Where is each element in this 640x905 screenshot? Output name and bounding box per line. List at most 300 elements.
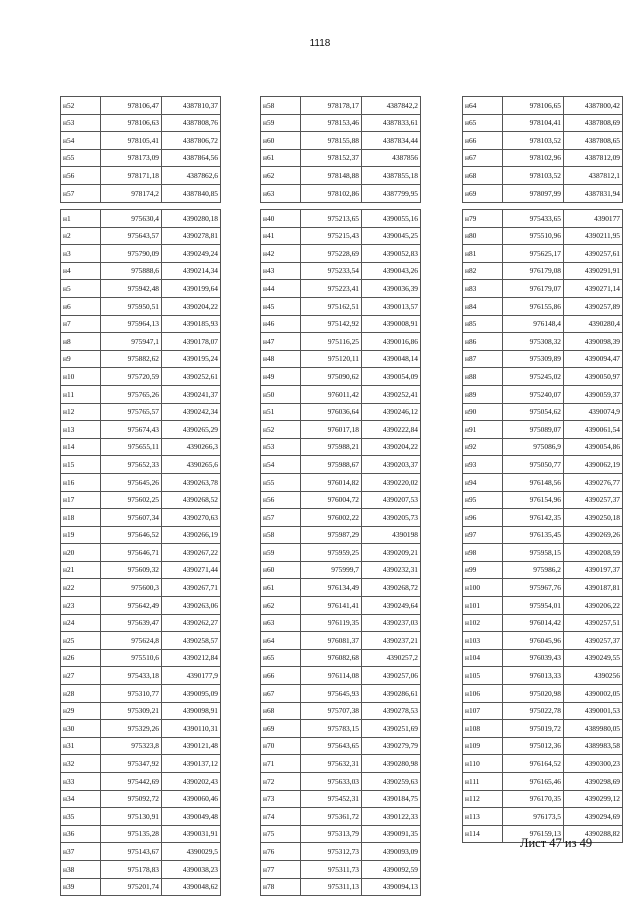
y-coordinate-cell: 4390249,24 — [162, 245, 221, 263]
point-label-cell: н72 — [261, 773, 301, 791]
y-coordinate-cell: 4390061,54 — [564, 421, 623, 439]
x-coordinate-cell: 975609,32 — [101, 561, 162, 579]
x-coordinate-cell: 975600,3 — [101, 579, 162, 597]
y-coordinate-cell: 4387799,95 — [362, 184, 421, 202]
table-row — [61, 368, 221, 386]
x-coordinate-cell: 975452,31 — [301, 790, 362, 808]
x-coordinate-cell: 975311,73 — [301, 860, 362, 878]
x-coordinate-cell: 975643,65 — [301, 737, 362, 755]
y-coordinate-cell: 4390249,55 — [564, 649, 623, 667]
x-coordinate-cell: 975309,21 — [101, 702, 162, 720]
y-coordinate-cell: 4390265,6 — [162, 456, 221, 474]
point-label-cell: н60 — [261, 561, 301, 579]
point-label-cell: н78 — [261, 878, 301, 896]
x-coordinate-cell: 976045,96 — [503, 632, 564, 650]
point-label-cell: н57 — [261, 509, 301, 527]
y-coordinate-cell: 4390094,13 — [362, 878, 421, 896]
y-coordinate-cell: 4390286,61 — [362, 685, 421, 703]
table-row — [61, 385, 221, 403]
table-row — [61, 210, 221, 228]
point-label-cell: н65 — [261, 649, 301, 667]
coordinate-table-top-right — [462, 96, 623, 203]
table-row — [261, 597, 421, 615]
table-row — [463, 210, 623, 228]
point-label-cell: н42 — [261, 245, 301, 263]
point-label-cell: н17 — [61, 491, 101, 509]
x-coordinate-cell: 975986,2 — [503, 561, 564, 579]
point-label-cell: н32 — [61, 755, 101, 773]
x-coordinate-cell: 975433,18 — [101, 667, 162, 685]
table-row — [463, 421, 623, 439]
x-coordinate-cell: 975954,01 — [503, 597, 564, 615]
table-row — [463, 132, 623, 150]
y-coordinate-cell: 4390045,25 — [362, 227, 421, 245]
table-row — [61, 245, 221, 263]
x-coordinate-cell: 975707,38 — [301, 702, 362, 720]
x-coordinate-cell: 976155,86 — [503, 297, 564, 315]
x-coordinate-cell: 975361,72 — [301, 808, 362, 826]
x-coordinate-cell: 975602,25 — [101, 491, 162, 509]
point-label-cell: н61 — [261, 579, 301, 597]
point-label-cell: н14 — [61, 438, 101, 456]
x-coordinate-cell: 975652,33 — [101, 456, 162, 474]
table-row — [261, 755, 421, 773]
table-row — [61, 526, 221, 544]
x-coordinate-cell: 976134,49 — [301, 579, 362, 597]
x-coordinate-cell: 975607,34 — [101, 509, 162, 527]
table-row — [463, 315, 623, 333]
table-row — [261, 297, 421, 315]
table-row — [61, 737, 221, 755]
table-row — [261, 649, 421, 667]
table-row — [61, 350, 221, 368]
point-label-cell: н56 — [261, 491, 301, 509]
table-row — [463, 456, 623, 474]
table-row — [61, 597, 221, 615]
point-label-cell: н38 — [61, 860, 101, 878]
x-coordinate-cell: 975311,13 — [301, 878, 362, 896]
table-row — [463, 667, 623, 685]
table-row — [61, 614, 221, 632]
point-label-cell: н21 — [61, 561, 101, 579]
point-label-cell: н95 — [463, 491, 503, 509]
point-label-cell: н6 — [61, 297, 101, 315]
table-row — [463, 368, 623, 386]
y-coordinate-cell: 4390249,64 — [362, 597, 421, 615]
table-row — [261, 544, 421, 562]
y-coordinate-cell: 4390062,19 — [564, 456, 623, 474]
y-coordinate-cell: 4390093,09 — [362, 843, 421, 861]
point-label-cell: н108 — [463, 720, 503, 738]
y-coordinate-cell: 4390212,84 — [162, 649, 221, 667]
point-label-cell: н10 — [61, 368, 101, 386]
y-coordinate-cell: 4390246,12 — [362, 403, 421, 421]
point-label-cell: н34 — [61, 790, 101, 808]
table-row — [261, 385, 421, 403]
y-coordinate-cell: 4390257,2 — [362, 649, 421, 667]
table-row — [61, 544, 221, 562]
x-coordinate-cell: 976179,07 — [503, 280, 564, 298]
x-coordinate-cell: 975646,71 — [101, 544, 162, 562]
point-label-cell: н106 — [463, 685, 503, 703]
y-coordinate-cell: 4387812,1 — [564, 167, 623, 185]
table-row — [261, 245, 421, 263]
x-coordinate-cell: 975142,92 — [301, 315, 362, 333]
x-coordinate-cell: 976011,42 — [301, 385, 362, 403]
point-label-cell: н47 — [261, 333, 301, 351]
table-row — [463, 755, 623, 773]
y-coordinate-cell: 4390178,07 — [162, 333, 221, 351]
point-label-cell: н100 — [463, 579, 503, 597]
point-label-cell: н50 — [261, 385, 301, 403]
y-coordinate-cell: 4390038,23 — [162, 860, 221, 878]
point-label-cell: н26 — [61, 649, 101, 667]
point-label-cell: н67 — [261, 685, 301, 703]
point-label-cell: н66 — [463, 132, 503, 150]
table-row — [261, 561, 421, 579]
x-coordinate-cell: 975632,31 — [301, 755, 362, 773]
table-row — [61, 808, 221, 826]
x-coordinate-cell: 975765,57 — [101, 403, 162, 421]
table-row — [261, 702, 421, 720]
point-label-cell: н59 — [261, 114, 301, 132]
table-row — [463, 97, 623, 115]
y-coordinate-cell: 4390052,83 — [362, 245, 421, 263]
x-coordinate-cell: 975135,28 — [101, 825, 162, 843]
y-coordinate-cell: 4390257,51 — [564, 614, 623, 632]
x-coordinate-cell: 976114,08 — [301, 667, 362, 685]
y-coordinate-cell: 4389980,05 — [564, 720, 623, 738]
table-row — [463, 280, 623, 298]
point-label-cell: н30 — [61, 720, 101, 738]
x-coordinate-cell: 976119,35 — [301, 614, 362, 632]
x-coordinate-cell: 975625,17 — [503, 245, 564, 263]
point-label-cell: н88 — [463, 368, 503, 386]
point-label-cell: н11 — [61, 385, 101, 403]
y-coordinate-cell: 4390268,72 — [362, 579, 421, 597]
x-coordinate-cell: 975643,57 — [101, 227, 162, 245]
y-coordinate-cell: 4390279,79 — [362, 737, 421, 755]
point-label-cell: н56 — [61, 167, 101, 185]
y-coordinate-cell: 4390257,89 — [564, 297, 623, 315]
point-label-cell: н105 — [463, 667, 503, 685]
y-coordinate-cell: 4390060,46 — [162, 790, 221, 808]
point-label-cell: н70 — [261, 737, 301, 755]
point-label-cell: н66 — [261, 667, 301, 685]
table-row — [463, 720, 623, 738]
table-row — [463, 685, 623, 703]
x-coordinate-cell: 975433,65 — [503, 210, 564, 228]
y-coordinate-cell: 4389983,58 — [564, 737, 623, 755]
table-row — [463, 262, 623, 280]
y-coordinate-cell: 4390095,09 — [162, 685, 221, 703]
point-label-cell: н22 — [61, 579, 101, 597]
point-label-cell: н113 — [463, 808, 503, 826]
y-coordinate-cell: 4387833,61 — [362, 114, 421, 132]
table-row — [61, 403, 221, 421]
y-coordinate-cell: 4390013,57 — [362, 297, 421, 315]
x-coordinate-cell: 978153,46 — [301, 114, 362, 132]
y-coordinate-cell: 4390001,53 — [564, 702, 623, 720]
y-coordinate-cell: 4390252,41 — [362, 385, 421, 403]
x-coordinate-cell: 978171,18 — [101, 167, 162, 185]
table-row — [261, 790, 421, 808]
y-coordinate-cell: 4390257,37 — [564, 632, 623, 650]
table-row — [61, 333, 221, 351]
y-coordinate-cell: 4390092,59 — [362, 860, 421, 878]
y-coordinate-cell: 4387834,44 — [362, 132, 421, 150]
table-row — [61, 773, 221, 791]
point-label-cell: н37 — [61, 843, 101, 861]
table-row — [463, 245, 623, 263]
table-row — [61, 438, 221, 456]
x-coordinate-cell: 976135,45 — [503, 526, 564, 544]
table-row — [61, 491, 221, 509]
y-coordinate-cell: 4387806,72 — [162, 132, 221, 150]
page-number: 1118 — [309, 38, 331, 49]
x-coordinate-cell: 975089,07 — [503, 421, 564, 439]
x-coordinate-cell: 975988,67 — [301, 456, 362, 474]
point-label-cell: н85 — [463, 315, 503, 333]
x-coordinate-cell: 975143,67 — [101, 843, 162, 861]
point-label-cell: н52 — [61, 97, 101, 115]
table-row — [463, 737, 623, 755]
point-label-cell: н53 — [61, 114, 101, 132]
table-row — [463, 491, 623, 509]
x-coordinate-cell: 975639,47 — [101, 614, 162, 632]
table-row — [261, 579, 421, 597]
y-coordinate-cell: 4390059,37 — [564, 385, 623, 403]
y-coordinate-cell: 4390185,93 — [162, 315, 221, 333]
y-coordinate-cell: 4390002,05 — [564, 685, 623, 703]
x-coordinate-cell: 978097,99 — [503, 184, 564, 202]
point-label-cell: н93 — [463, 456, 503, 474]
x-coordinate-cell: 975309,89 — [503, 350, 564, 368]
table-row — [61, 860, 221, 878]
table-row — [463, 773, 623, 791]
x-coordinate-cell: 975790,09 — [101, 245, 162, 263]
point-label-cell: н80 — [463, 227, 503, 245]
y-coordinate-cell: 4387856 — [362, 149, 421, 167]
point-label-cell: н52 — [261, 421, 301, 439]
table-row — [61, 825, 221, 843]
coordinate-table-middle — [260, 209, 421, 896]
x-coordinate-cell: 978106,63 — [101, 114, 162, 132]
y-coordinate-cell: 4390122,33 — [362, 808, 421, 826]
y-coordinate-cell: 4390262,27 — [162, 614, 221, 632]
y-coordinate-cell: 4390199,64 — [162, 280, 221, 298]
y-coordinate-cell: 4390054,09 — [362, 368, 421, 386]
y-coordinate-cell: 4390299,12 — [564, 790, 623, 808]
table-row — [61, 132, 221, 150]
table-row — [261, 149, 421, 167]
x-coordinate-cell: 976004,72 — [301, 491, 362, 509]
y-coordinate-cell: 4390074,9 — [564, 403, 623, 421]
point-label-cell: н7 — [61, 315, 101, 333]
coordinate-table-left — [60, 209, 221, 896]
x-coordinate-cell: 975050,77 — [503, 456, 564, 474]
y-coordinate-cell: 4390208,59 — [564, 544, 623, 562]
point-label-cell: н101 — [463, 597, 503, 615]
table-row — [463, 473, 623, 491]
point-label-cell: н97 — [463, 526, 503, 544]
x-coordinate-cell: 978178,17 — [301, 97, 362, 115]
x-coordinate-cell: 978174,2 — [101, 184, 162, 202]
point-label-cell: н102 — [463, 614, 503, 632]
table-row — [463, 526, 623, 544]
y-coordinate-cell: 4390220,02 — [362, 473, 421, 491]
table-row — [463, 385, 623, 403]
x-coordinate-cell: 975012,36 — [503, 737, 564, 755]
coordinate-table-top-left — [60, 96, 221, 203]
y-coordinate-cell: 4390259,63 — [362, 773, 421, 791]
x-coordinate-cell: 975054,62 — [503, 403, 564, 421]
table-row — [261, 509, 421, 527]
point-label-cell: н16 — [61, 473, 101, 491]
table-row — [463, 597, 623, 615]
y-coordinate-cell: 4390098,39 — [564, 333, 623, 351]
table-row — [61, 97, 221, 115]
x-coordinate-cell: 976148,4 — [503, 315, 564, 333]
x-coordinate-cell: 975116,25 — [301, 333, 362, 351]
point-label-cell: н68 — [261, 702, 301, 720]
table-row — [463, 403, 623, 421]
y-coordinate-cell: 4390271,44 — [162, 561, 221, 579]
x-coordinate-cell: 976013,33 — [503, 667, 564, 685]
point-label-cell: н1 — [61, 210, 101, 228]
x-coordinate-cell: 976014,42 — [503, 614, 564, 632]
table-row — [463, 790, 623, 808]
x-coordinate-cell: 975510,6 — [101, 649, 162, 667]
point-label-cell: н110 — [463, 755, 503, 773]
x-coordinate-cell: 978148,88 — [301, 167, 362, 185]
y-coordinate-cell: 4390266,3 — [162, 438, 221, 456]
point-label-cell: н109 — [463, 737, 503, 755]
point-label-cell: н63 — [261, 184, 301, 202]
y-coordinate-cell: 4390198 — [362, 526, 421, 544]
point-label-cell: н103 — [463, 632, 503, 650]
point-label-cell: н49 — [261, 368, 301, 386]
point-label-cell: н58 — [261, 97, 301, 115]
table-row — [261, 526, 421, 544]
y-coordinate-cell: 4390280,98 — [362, 755, 421, 773]
point-label-cell: н27 — [61, 667, 101, 685]
y-coordinate-cell: 4390250,18 — [564, 509, 623, 527]
x-coordinate-cell: 976154,96 — [503, 491, 564, 509]
point-label-cell: н86 — [463, 333, 503, 351]
point-label-cell: н51 — [261, 403, 301, 421]
y-coordinate-cell: 4387842,2 — [362, 97, 421, 115]
y-coordinate-cell: 4390036,39 — [362, 280, 421, 298]
y-coordinate-cell: 4387808,65 — [564, 132, 623, 150]
table-row — [463, 614, 623, 632]
y-coordinate-cell: 4390204,22 — [162, 297, 221, 315]
y-coordinate-cell: 4390256 — [564, 667, 623, 685]
table-row — [261, 368, 421, 386]
x-coordinate-cell: 976179,08 — [503, 262, 564, 280]
y-coordinate-cell: 4390257,61 — [564, 245, 623, 263]
x-coordinate-cell: 975783,15 — [301, 720, 362, 738]
y-coordinate-cell: 4390298,69 — [564, 773, 623, 791]
x-coordinate-cell: 978105,41 — [101, 132, 162, 150]
x-coordinate-cell: 976148,56 — [503, 473, 564, 491]
y-coordinate-cell: 4390094,47 — [564, 350, 623, 368]
x-coordinate-cell: 975645,26 — [101, 473, 162, 491]
y-coordinate-cell: 4390137,12 — [162, 755, 221, 773]
x-coordinate-cell: 976164,52 — [503, 755, 564, 773]
x-coordinate-cell: 975765,26 — [101, 385, 162, 403]
x-coordinate-cell: 975646,52 — [101, 526, 162, 544]
y-coordinate-cell: 4390204,22 — [362, 438, 421, 456]
x-coordinate-cell: 975942,48 — [101, 280, 162, 298]
point-label-cell: н69 — [261, 720, 301, 738]
y-coordinate-cell: 4390187,81 — [564, 579, 623, 597]
table-row — [61, 149, 221, 167]
x-coordinate-cell: 975642,49 — [101, 597, 162, 615]
table-row — [463, 702, 623, 720]
table-row — [261, 667, 421, 685]
x-coordinate-cell: 975228,69 — [301, 245, 362, 263]
table-row — [261, 614, 421, 632]
point-label-cell: н36 — [61, 825, 101, 843]
y-coordinate-cell: 4390055,16 — [362, 210, 421, 228]
point-label-cell: н60 — [261, 132, 301, 150]
y-coordinate-cell: 4390049,48 — [162, 808, 221, 826]
point-label-cell: н61 — [261, 149, 301, 167]
point-label-cell: н18 — [61, 509, 101, 527]
point-label-cell: н89 — [463, 385, 503, 403]
point-label-cell: н76 — [261, 843, 301, 861]
table-row — [261, 491, 421, 509]
table-row — [61, 473, 221, 491]
table-row — [261, 825, 421, 843]
table-row — [463, 438, 623, 456]
x-coordinate-cell: 976165,46 — [503, 773, 564, 791]
point-label-cell: н28 — [61, 685, 101, 703]
table-row — [61, 755, 221, 773]
y-coordinate-cell: 4390280,18 — [162, 210, 221, 228]
table-row — [61, 262, 221, 280]
point-label-cell: н75 — [261, 825, 301, 843]
table-row — [261, 878, 421, 896]
y-coordinate-cell: 4387808,76 — [162, 114, 221, 132]
y-coordinate-cell: 4390222,84 — [362, 421, 421, 439]
table-row — [61, 315, 221, 333]
point-label-cell: н2 — [61, 227, 101, 245]
y-coordinate-cell: 4390195,24 — [162, 350, 221, 368]
y-coordinate-cell: 4390271,14 — [564, 280, 623, 298]
x-coordinate-cell: 976002,22 — [301, 509, 362, 527]
y-coordinate-cell: 4390280,4 — [564, 315, 623, 333]
y-coordinate-cell: 4390232,31 — [362, 561, 421, 579]
point-label-cell: н15 — [61, 456, 101, 474]
y-coordinate-cell: 4390031,91 — [162, 825, 221, 843]
x-coordinate-cell: 975092,72 — [101, 790, 162, 808]
point-label-cell: н55 — [261, 473, 301, 491]
y-coordinate-cell: 4390291,91 — [564, 262, 623, 280]
y-coordinate-cell: 4387855,18 — [362, 167, 421, 185]
coordinate-table-right — [462, 209, 623, 843]
point-label-cell: н84 — [463, 297, 503, 315]
x-coordinate-cell: 975950,51 — [101, 297, 162, 315]
table-row — [261, 421, 421, 439]
x-coordinate-cell: 975162,51 — [301, 297, 362, 315]
table-row — [61, 843, 221, 861]
x-coordinate-cell: 975312,73 — [301, 843, 362, 861]
point-label-cell: н46 — [261, 315, 301, 333]
x-coordinate-cell: 976170,35 — [503, 790, 564, 808]
point-label-cell: н63 — [261, 614, 301, 632]
